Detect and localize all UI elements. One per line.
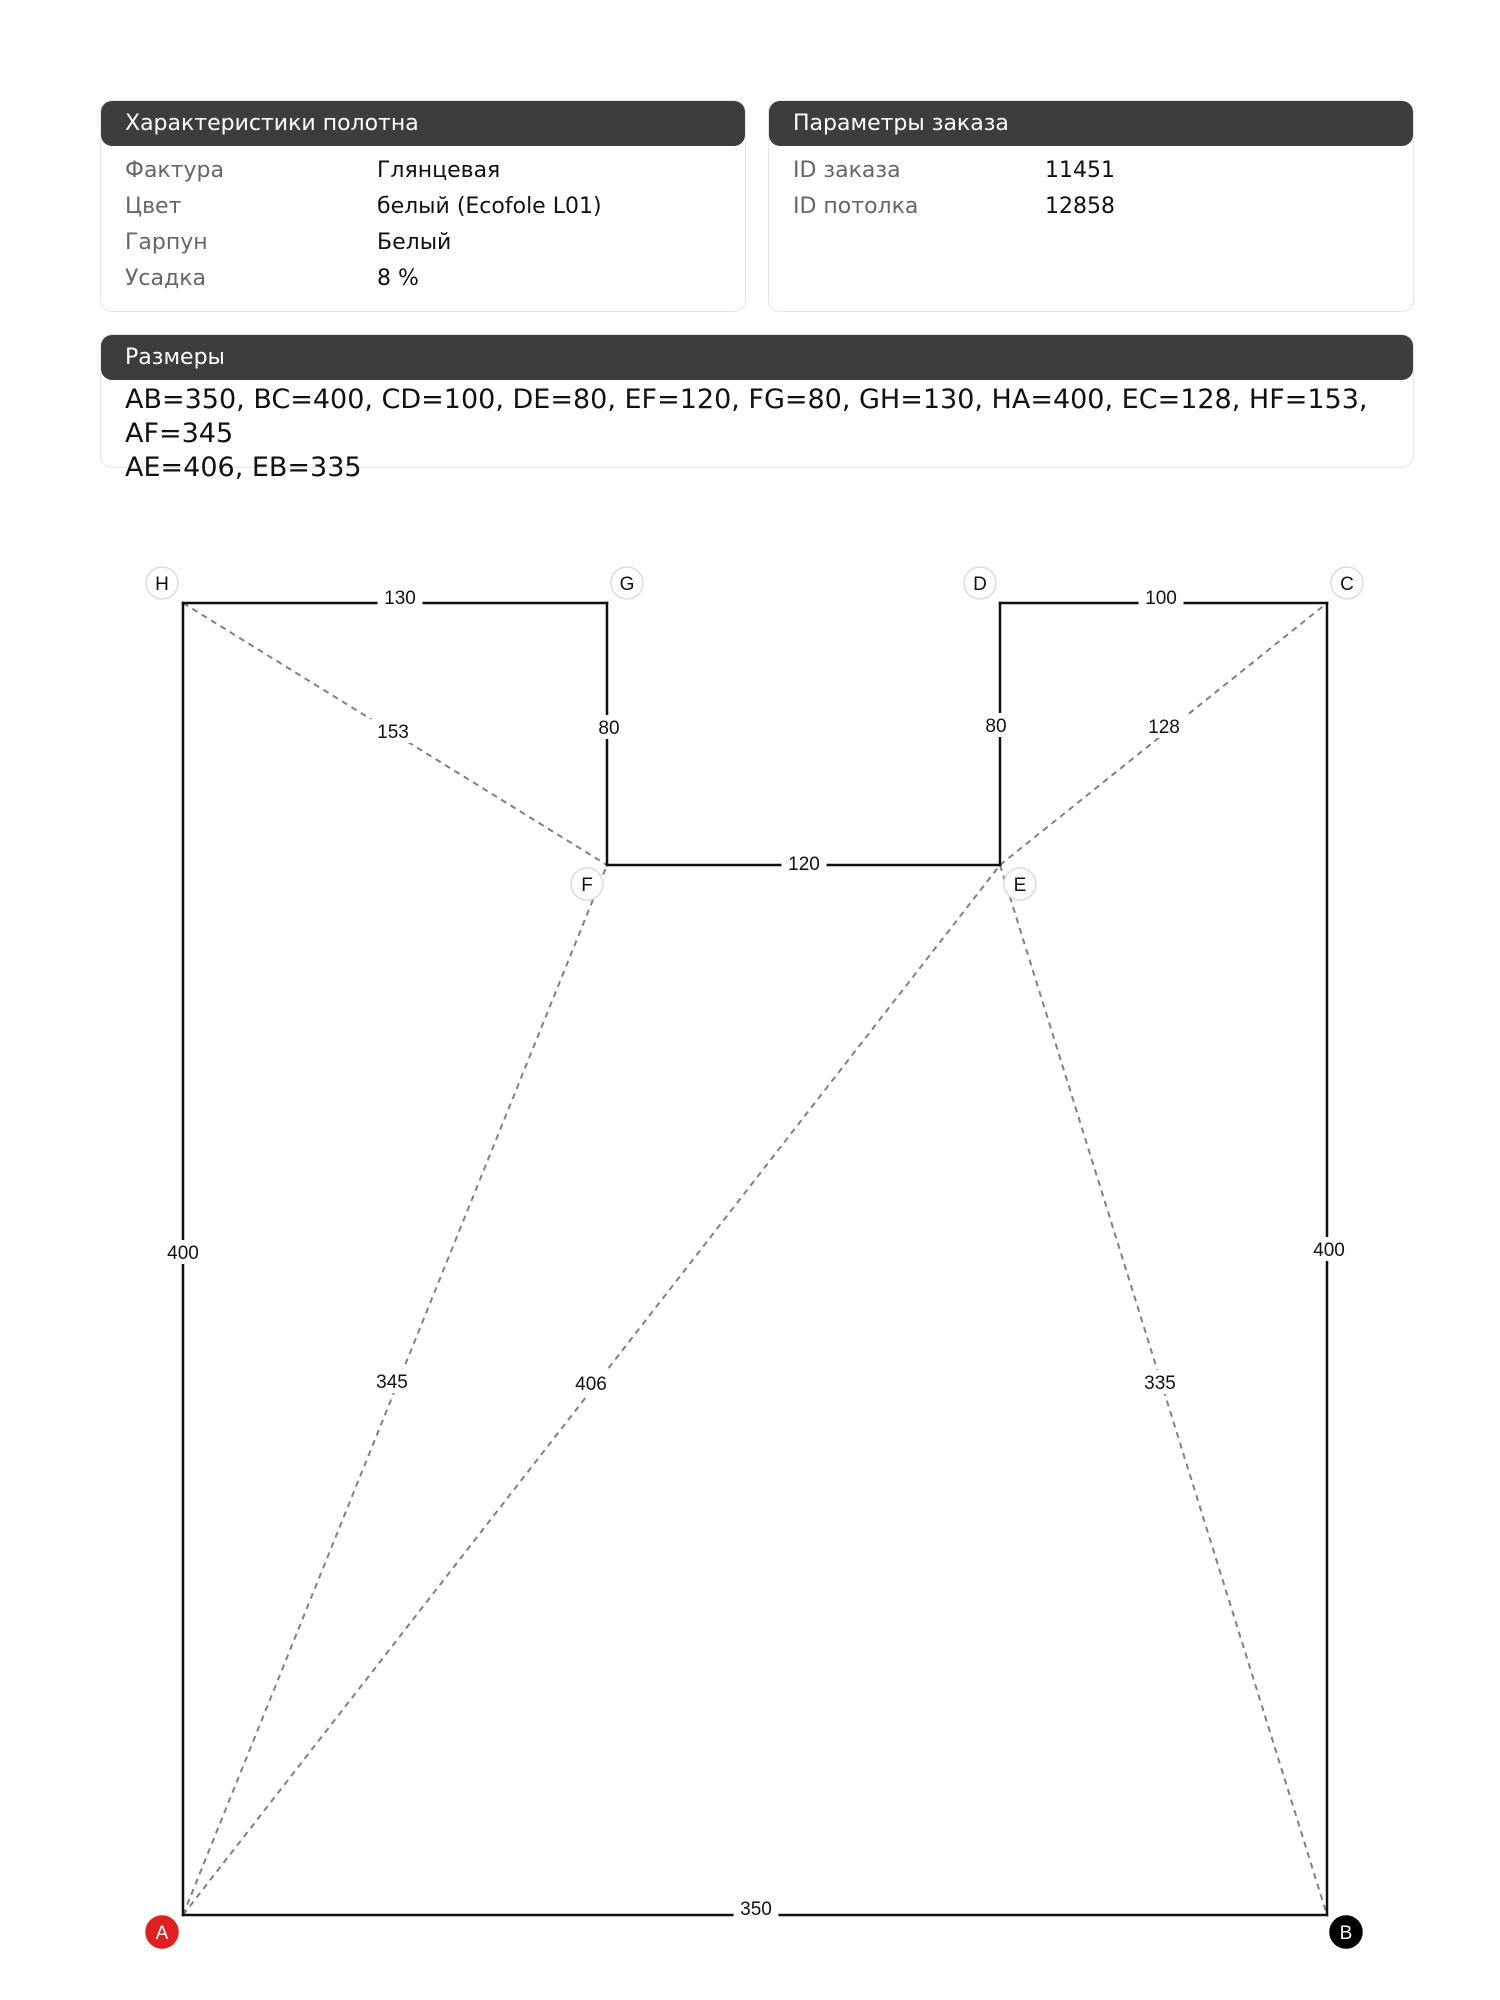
edge-ef-label: 120 — [788, 854, 820, 875]
shrinkage-label: Усадка — [125, 266, 206, 291]
color-label: Цвет — [125, 194, 182, 219]
diagonal-hf-label: 153 — [377, 722, 409, 743]
vertex-d-letter: D — [973, 574, 987, 595]
dimensions-title: Размеры — [101, 335, 1413, 380]
shrinkage-value: 8 % — [377, 266, 419, 291]
edge-de-label: 80 — [985, 716, 1007, 737]
diagonal-ec-label: 128 — [1148, 717, 1180, 738]
vertex-g-letter: G — [619, 574, 635, 595]
characteristics-title: Характеристики полотна — [101, 101, 745, 146]
diagonal-eb-label: 335 — [1144, 1373, 1176, 1394]
edge-cd-label: 100 — [1145, 588, 1177, 609]
vertex-e-letter: E — [1013, 875, 1027, 896]
edge-ab-label: 350 — [740, 1899, 772, 1920]
texture-label: Фактура — [125, 158, 224, 183]
color-value: белый (Ecofole L01) — [377, 194, 602, 219]
ceiling-id-value: 12858 — [1045, 194, 1115, 219]
edge-ha-label: 400 — [167, 1243, 199, 1264]
edge-fg-label: 80 — [598, 718, 620, 739]
order-id-value: 11451 — [1045, 158, 1115, 183]
vertex-f-letter: F — [581, 875, 593, 896]
ceiling-id-label: ID потолка — [793, 194, 919, 219]
texture-value: Глянцевая — [377, 158, 501, 183]
edge-bc-label: 400 — [1313, 1240, 1345, 1261]
vertex-a-letter: A — [155, 1923, 169, 1944]
order-id-label: ID заказа — [793, 158, 901, 183]
dimensions-line-2: AE=406, EB=335 — [125, 452, 362, 483]
edge-gh-label: 130 — [384, 588, 416, 609]
dimensions-line-1: AB=350, BC=400, CD=100, DE=80, EF=120, FG=80, GH=130, HA=400, EC=128, HF=153, AF=345 — [125, 384, 1368, 449]
diagonal-ae-label: 406 — [575, 1374, 607, 1395]
harpoon-value: Белый — [377, 230, 452, 255]
vertex-c-letter: C — [1340, 574, 1354, 595]
vertex-b-letter: B — [1339, 1923, 1353, 1944]
harpoon-label: Гарпун — [125, 230, 208, 255]
diagonal-af-label: 345 — [376, 1372, 408, 1393]
order-title: Параметры заказа — [769, 101, 1413, 146]
vertex-h-letter: H — [155, 574, 169, 595]
